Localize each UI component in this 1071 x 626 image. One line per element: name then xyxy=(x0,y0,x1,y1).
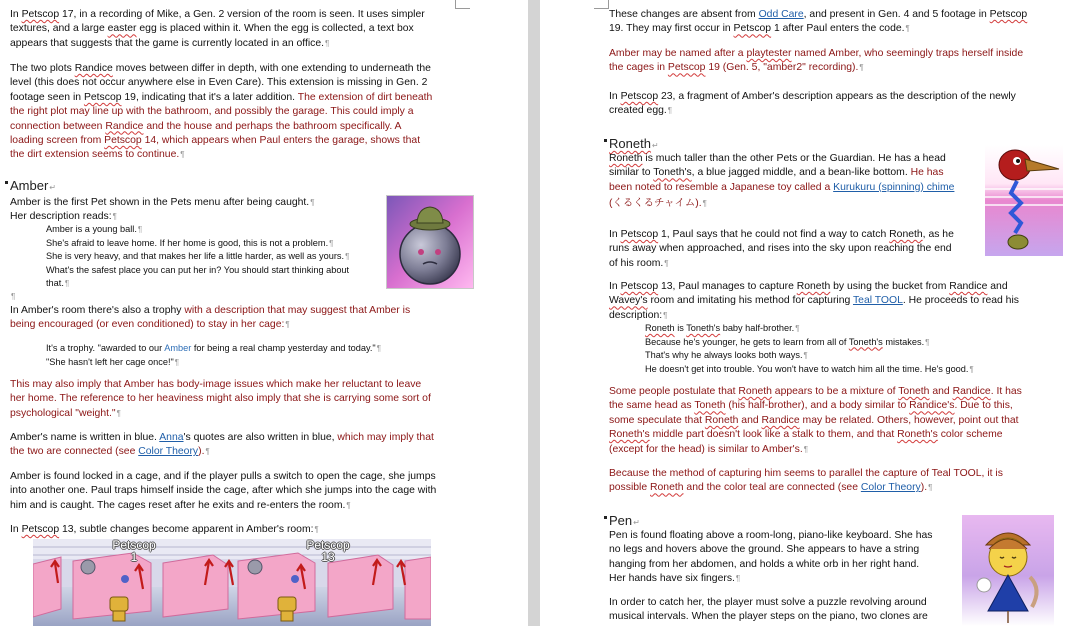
quote-line: She's afraid to leave home. If her home is good, this is not a problem.¶ xyxy=(46,237,334,248)
kurukuru-chime-link[interactable]: Kurukuru (spinning) chime xyxy=(833,181,955,193)
paragraph-blue-name: Amber's name is written in blue. Anna's quotes are also written in blue, which may imply that the two are connected (see Color Theory).¶ xyxy=(10,432,434,458)
paragraph-roneth-mixture: Some people postulate that Roneth appears to be a mixture of Toneth and Randice. It has the same head as Toneth (his half-brother), and a body similar to Randice's. Due to this, some speculate that Roneth and Randice may be related. Others, however, point out that Roneth's middle part doesn't look like a stalk to them, and that Roneth's color scheme (except for the head) is similar to Amber's.¶ xyxy=(609,386,1022,455)
quote-line: that.¶ xyxy=(46,278,70,288)
color-theory-link[interactable]: Color Theory xyxy=(138,446,199,458)
odd-care-link[interactable]: Odd Care xyxy=(758,9,804,20)
teal-tool-link[interactable]: Teal TOOL xyxy=(852,295,903,307)
paragraph-roneth-petscop13: In Petscop 13, Paul manages to capture Roneth by using the bucket from Randice and Wavey's room and imitating his method for capturing Teal TOOL. He proceeds to read his description:¶ xyxy=(609,281,1019,321)
paragraph-changes: In Petscop 13, subtle changes become apparent in Amber's room:¶ xyxy=(10,524,319,535)
left-page xyxy=(0,0,528,626)
quote-line: That's why he always looks both ways.¶ xyxy=(645,350,808,360)
paragraph-roneth-petscop1: In Petscop 1, Paul says that he could not find a way to catch Roneth, as he runs away when approached, and rises into the sky upon reaching the end of his room.¶ xyxy=(609,229,954,269)
amber-room-comparison-image xyxy=(33,539,431,626)
roneth-heading: Roneth↵ xyxy=(609,136,659,154)
amber-intro: Amber is the first Pet shown in the Pets menu after being caught.¶ Her description reads:¶ xyxy=(10,197,315,223)
screenshot-label-petscop13: Petscop 13 xyxy=(306,539,350,564)
quote-line: Roneth is Toneth's baby half-brother.¶ xyxy=(645,323,800,333)
amber-description-quote xyxy=(46,223,386,291)
paragraph-randice-plots: The two plots Randice moves between differ in depth, with one extending to underneath the level (this does not occur anywhere else in Even Care). This extension is missing in Gen. 2 footage seen in Petscop 19, indicating that it's a later addition. The extension of dirt beneath the right plot may line up with the bathroom, and possibly the garage. This could imply a connection between Randice and the house and perhaps the bathroom specifically. A loading screen from Petscop 14, which appears when Paul enters the garage, shows that the dirt extension seems to continue.¶ xyxy=(10,63,433,161)
paragraph-mark: ¶ xyxy=(11,292,16,301)
paragraph-playtester: Amber may be named after a playtester named Amber, who seemingly traps herself inside the cages in Petscop 19 (Gen. 5, "amber2" recording).¶ xyxy=(609,48,1024,74)
amber-heading: Amber↵ xyxy=(10,178,56,196)
roneth-image xyxy=(985,145,1063,256)
paragraph-roneth-teal: Because the method of capturing him seems to parallel the capture of Teal TOOL, it is possible Roneth and the color teal are connected (see Color Theory).¶ xyxy=(609,468,1003,494)
amber-image xyxy=(386,195,474,289)
quote-line: She is very heavy, and that makes her life a little harder, as well as yours.¶ xyxy=(46,251,350,261)
paragraph-body-image: This may also imply that Amber has body-image issues which make her reluctant to leave her home. The reference to her heaviness might also imply that she is carrying some sort of psychological "weight."¶ xyxy=(10,379,431,419)
paragraph-cage: Amber is found locked in a cage, and if the player pulls a switch to open the cage, she jumps into another one. Paul traps himself inside the cage, after which she jumps into the cage with him and is caught. The cages reset after he exits and re-enters the room.¶ xyxy=(10,471,437,511)
screenshot-label-petscop1: Petscop 1 xyxy=(112,539,156,564)
trophy-quote: It's a trophy. "awarded to our Amber for being a real champ yesterday and today."¶ "She hasn't left her cage once!"¶ xyxy=(46,343,381,367)
paragraph-petscop17: In Petscop 17, in a recording of Mike, a Gen. 2 version of the room is seen. It uses simpler textures, and a large easter egg is placed within it. When the egg is collected, a text box appears that suggests that the game is currently located in an office.¶ xyxy=(10,9,425,49)
quote-line: He doesn't get into trouble. You won't have to watch him all the time. He's good.¶ xyxy=(645,363,974,374)
paragraph-fragment: In Petscop 23, a fragment of Amber's description appears as the description of the newly created egg.¶ xyxy=(609,91,1016,117)
quote-line: What's the safest place you can put her in? You should start thinking about xyxy=(46,264,350,275)
quote-line: Amber is a young ball.¶ xyxy=(46,224,143,234)
paragraph-trophy: In Amber's room there's also a trophy with a description that may suggest that Amber is being encouraged (or even conditioned) to stay in her cage:¶ xyxy=(10,305,411,331)
right-page xyxy=(540,0,1071,626)
color-theory-link[interactable]: Color Theory xyxy=(860,482,921,494)
crop-mark xyxy=(594,0,609,9)
pen-heading: Pen↵ xyxy=(609,513,640,531)
paragraph-odd-care: These changes are absent from Odd Care, and present in Gen. 4 and 5 footage in Petscop 19. They may first occur in Petscop 1 after Paul enters the code.¶ xyxy=(609,9,1028,35)
paragraph-roneth-description: Roneth is much taller than the other Pets or the Guardian. He has a head similar to Toneth's, a blue jagged middle, and a bean-like bottom. He has been noted to resemble a Japanese toy called a Kurukuru (spinning) chime (くるくるチャイム).¶ xyxy=(609,153,955,210)
paragraph-pen-description: Pen is found floating above a room-long, piano-like keyboard. She has no legs and hovers above the ground. She appears to have a string hanging from her abdomen, and holds a white orb in her right hand. Her hands have six fingers.¶ xyxy=(609,530,933,585)
quote-line: Because he's younger, he gets to learn from all of Toneth's mistakes.¶ xyxy=(645,336,930,347)
pen-image xyxy=(962,515,1054,626)
anna-link[interactable]: Anna xyxy=(159,432,184,443)
paragraph-pen-puzzle: In order to catch her, the player must solve a puzzle revolving around musical intervals. When the player steps on the piano, two clones are xyxy=(609,597,928,623)
roneth-description-quote xyxy=(645,322,1065,376)
